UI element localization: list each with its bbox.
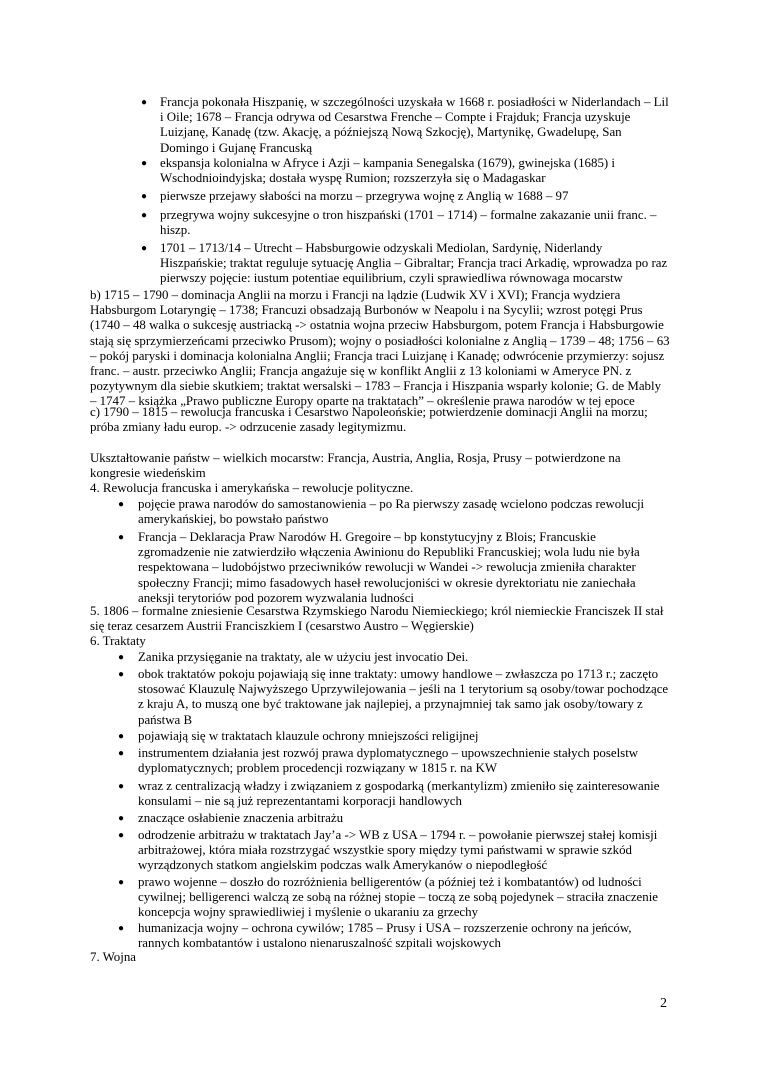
bullet-icon: ● <box>140 191 148 202</box>
bullet-icon: ● <box>117 731 125 742</box>
bullet-icon: ● <box>140 158 148 169</box>
list-item: 1701 – 1713/14 – Utrecht – Habsburgowie odzyskali Mediolan, Sardynię, Niderlandy Hiszpańskie; traktat reguluje sytuację Anglia – Gibraltar; Francja traci Arkadię, wprowadza po raz pierwszy pojęcie: iustum potentiae equilibrium, czyli sprawiedliwa równowaga mocarstw <box>160 241 668 286</box>
list-item: humanizacja wojny – ochrona cywilów; 1785 – Prusy i USA – rozszerzenie ochrony na jeńców, rannych kombatantów i ustalono nienaruszalność szpitali wojskowych <box>138 921 632 951</box>
list-item: pierwsze przejawy słabości na morzu – przegrywa wojnę z Anglią w 1688 – 97 <box>160 189 569 203</box>
list-item: odrodzenie arbitrażu w traktatach Jay’a -> WB z USA – 1794 r. – powołanie pierwszej stałej komisji arbitrażowej, która miała rozstrzygać wszystkie spory między tymi państwami w sprawie szkód wyrządzonych statkom angielskim podczas walk Amerykanów o niepodległość <box>138 828 658 873</box>
bullet-icon: ● <box>117 813 125 824</box>
bullet-icon: ● <box>140 243 148 254</box>
list-item: Francja pokonała Hiszpanię, w szczególności uzyskała w 1668 r. posiadłości w Niderlandach – Lil i Oile; 1678 – Francja odrywa od Cesarstwa Frenche – Compte i Frajduk; Francja uzyskuje Luizjanę, Kanadę (tzw. Akację, a późniejszą Nową Szkocję), Martynikę, Gwadelupę, San Domingo i Gujanę Francuską <box>160 95 669 155</box>
list-item: przegrywa wojny sukcesyjne o tron hiszpański (1701 – 1714) – formalne zakazanie unii franc. – hiszp. <box>160 208 657 238</box>
bullet-icon: ● <box>140 97 148 108</box>
list-item: wraz z centralizacją władzy i związaniem z gospodarką (merkantylizm) zmieniło się zainteresowanie konsulami – nie są już reprezentantami korporacji handlowych <box>138 779 660 809</box>
list-item: Zanika przysięganie na traktaty, ale w użyciu jest invocatio Dei. <box>138 650 469 664</box>
section-5: 5. 1806 – formalne zniesienie Cesarstwa Rzymskiego Narodu Niemieckiego; król niemieckie Franciszek II stał się teraz cesarzem Austrii Franciszkiem I (cesarstwo Austro – Węgierskie) <box>90 604 664 634</box>
list-item: pojawiają się w traktatach klauzule ochrony mniejszości religijnej <box>138 729 479 743</box>
page-number: 2 <box>660 996 667 1011</box>
bullet-icon: ● <box>117 877 125 888</box>
paragraph-b: b) 1715 – 1790 – dominacja Anglii na morzu i Francji na lądzie (Ludwik XV i XVI); Francja wydziera Habsburgom Lotaryngię – 1738; Francuzi obsadzają Burbonów w Neapolu i na Sycylii; wzrost potęgi Prus (1740 – 48 walka o sukcesję austriacką -> ostatnia wojna przeciw Habsburgom, potem Francja i Habsburgowie stają się sprzymierzeńcami przeciwko Prusom); wojny o posiadłości kolonialne z Anglią – 1739 – 48; 1756 – 63 – pokój paryski i dominacja kolonialna Anglii; Francja traci Luizjanę i Kanadę; odwrócenie przymierzy: sojusz franc. – austr. przeciwko Anglii; Francja angażuje się w konflikt Anglii z 13 koloniami w Ameryce PN. z pozytywnym dla siebie skutkiem; traktat wersalski – 1783 – Francja i Hiszpania wsparły kolonie; G. de Mably – 1747 – książka „Prawo publiczne Europy oparte na traktatach” – określenie prawa narodów w tej epoce <box>90 288 670 409</box>
bullet-icon: ● <box>117 669 125 680</box>
list-item: pojęcie prawa narodów do samostanowienia – po Ra pierwszy zasadę wcielono podczas rewolucji amerykańskiej, bo powstało państwo <box>138 497 645 527</box>
bullet-icon: ● <box>117 532 125 543</box>
list-item: ekspansja kolonialna w Afryce i Azji – kampania Senegalska (1679), gwinejska (1685) i Wschodnioindyjska; dostała wyspę Rumion; rozszerzyła się o Madagaskar <box>160 156 615 186</box>
section-heading-7: 7. Wojna <box>90 950 136 964</box>
bullet-icon: ● <box>117 830 125 841</box>
bullet-icon: ● <box>117 748 125 759</box>
bullet-icon: ● <box>117 652 125 663</box>
bullet-icon: ● <box>117 499 125 510</box>
bullet-icon: ● <box>117 781 125 792</box>
list-item: obok traktatów pokoju pojawiają się inne traktaty: umowy handlowe – zwłaszcza po 1713 r.; zaczęto stosować Klauzulę Najwyższego Uprzywilejowania – jeśli na 1 terytorium są osoby/towar pochodzące z kraju A, to muszą one być traktowane jak najlepiej, a przynajmniej tak samo jak osoby/towary z państwa B <box>138 667 669 727</box>
section-heading-4: 4. Rewolucja francuska i amerykańska – rewolucje polityczne. <box>90 481 414 495</box>
list-item: znaczące osłabienie znaczenia arbitrażu <box>138 811 344 825</box>
paragraph-ukształtowanie: Ukształtowanie państw – wielkich mocarstw: Francja, Austria, Anglia, Rosja, Prusy – potwierdzone na kongresie wiedeńskim <box>90 451 621 481</box>
list-item: instrumentem działania jest rozwój prawa dyplomatycznego – upowszechnienie stałych poselstw dyplomatycznych; problem procedencji rozwiązany w 1815 r. na KW <box>138 746 639 776</box>
section-heading-6: 6. Traktaty <box>90 634 146 648</box>
list-item: Francja – Deklaracja Praw Narodów H. Gregoire – bp konstytucyjny z Blois; Francuskie zgromadzenie nie zatwierdziło włączenia Awinionu do Republiki Francuskiej; wola ludu nie była respektowana – ludobójstwo przeciwników rewolucji w Wandei -> rewolucja zmieniła charakter społeczny Francji; mimo fasadowych haseł rewolucjoniści w okresie dyrektoriatu nie zaniechała aneksji terytoriów pod pozorem wyzwalania ludności <box>138 530 640 605</box>
bullet-icon: ● <box>140 210 148 221</box>
bullet-icon: ● <box>117 923 125 934</box>
list-item: prawo wojenne – doszło do rozróżnienia belligerentów (a później też i kombatantów) od ludności cywilnej; belligerenci walczą ze sobą na różnej stopie – toczą ze sobą pojedynek – straciła znaczenie koncepcja wojny sprawiedliwiej i myślenie o ukaraniu za grzechy <box>138 875 659 920</box>
paragraph-c: c) 1790 – 1815 – rewolucja francuska i Cesarstwo Napoleońskie; potwierdzenie dominacji Anglii na morzu; próba zmiany ładu europ. -> odrzucenie zasady legitymizmu. <box>90 405 648 435</box>
